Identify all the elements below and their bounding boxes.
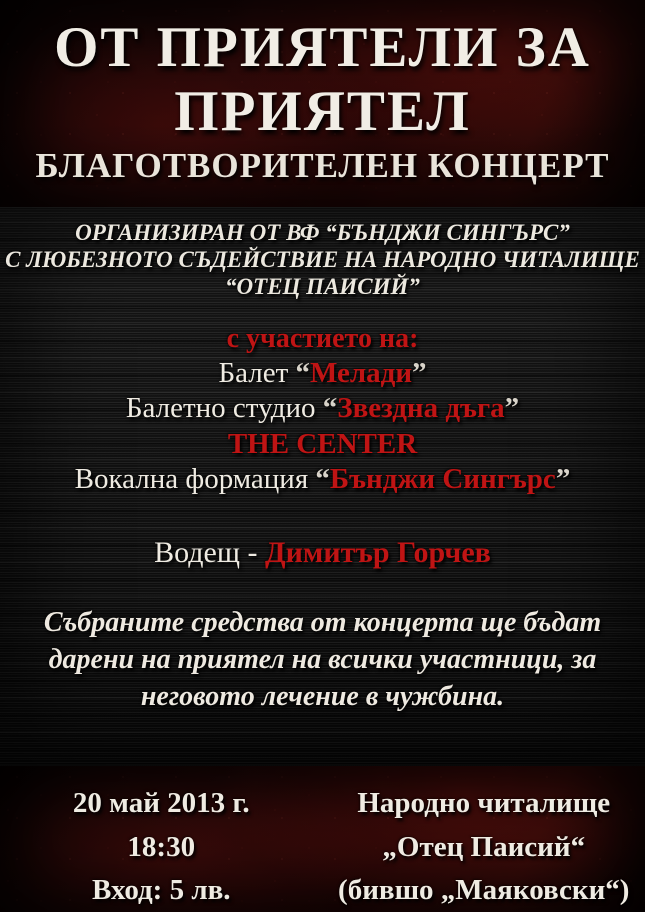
organizer-line: “ОТЕЦ ПАИСИЙ”	[225, 274, 420, 300]
close-quote: ”	[412, 356, 427, 389]
open-quote: “	[295, 356, 311, 389]
event-time: 18:30	[127, 830, 196, 863]
open-quote: “	[315, 463, 330, 496]
note-line: неговото лечение в чужбина.	[140, 681, 505, 713]
participants-block	[0, 322, 645, 497]
participant-line	[0, 427, 645, 462]
participant-name: Бънджи Сингърс	[329, 463, 556, 496]
host-name: Димитър Горчев	[264, 536, 491, 570]
organizer-block	[0, 207, 645, 300]
note-block	[0, 605, 645, 716]
subtitle: БЛАГОТВОРИТЕЛЕН КОНЦЕРТ	[35, 145, 610, 185]
title-line1: ОТ ПРИЯТЕЛИ ЗА	[54, 16, 591, 79]
participant-name: Звездна дъга	[337, 392, 505, 425]
participant-prefix: Вокална формация	[74, 463, 316, 496]
poster-body	[0, 207, 645, 766]
close-quote: ”	[555, 463, 571, 496]
event-price: Вход: 5 лв.	[91, 874, 231, 907]
title-line2: ПРИЯТЕЛ	[174, 79, 471, 143]
page-title	[0, 16, 645, 144]
participant-name: THE CENTER	[227, 427, 418, 460]
note-line: дарени на приятел на всички участници, за	[48, 644, 597, 676]
open-quote: “	[322, 392, 338, 425]
event-date: 20 май 2013 г.	[72, 787, 250, 819]
note-line: Събраните средства от концерта ще бъдат	[43, 607, 602, 639]
participants-heading: с участието на:	[226, 323, 419, 355]
poster-header	[0, 0, 645, 207]
participant-prefix: Балетно студио	[125, 392, 323, 425]
participant-line	[0, 356, 645, 391]
participant-line	[0, 462, 645, 497]
venue-line: Народно читалище	[357, 787, 611, 819]
venue-line: (бившо „Маяковски“)	[338, 874, 630, 907]
host-line	[0, 535, 645, 571]
event-venue-block	[323, 779, 645, 910]
venue-line: „Отец Паисий“	[382, 830, 586, 863]
participant-line	[0, 391, 645, 426]
organizer-line: С ЛЮБЕЗНОТО СЪДЕЙСТВИЕ НА НАРОДНО ЧИТАЛИЩЕ	[5, 247, 640, 273]
close-quote: ”	[504, 392, 520, 425]
poster-footer	[0, 766, 645, 912]
organizer-line: ОРГАНИЗИРАН ОТ ВФ “БЪНДЖИ СИНГЪРС”	[75, 220, 570, 245]
event-datetime-block	[0, 779, 323, 910]
participant-prefix: Балет	[218, 356, 296, 389]
participant-name: Мелади	[310, 356, 413, 389]
host-prefix: Водещ -	[154, 536, 265, 570]
